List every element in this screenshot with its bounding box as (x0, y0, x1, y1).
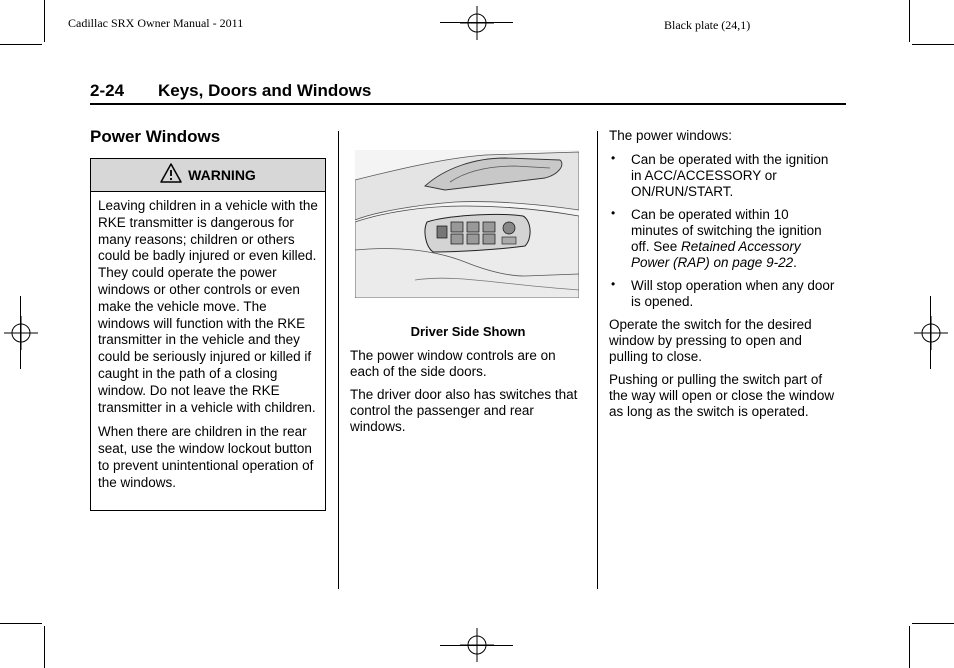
section-title: Keys, Doors and Windows (158, 81, 372, 100)
column-divider (597, 131, 598, 589)
crop-mark (909, 0, 910, 42)
crop-mark (44, 626, 45, 668)
registration-mark-right (914, 316, 948, 350)
section-number: 2-24 (90, 81, 125, 100)
warning-header (91, 159, 325, 192)
column-3-text (609, 128, 835, 427)
column-2-text (350, 348, 586, 442)
warning-paragraph: Leaving children in a vehicle with the RKE transmitter is dangerous for many reasons; children or others could be badly injured or even killed. They could operate the power windows or other controls or even make the vehicle move. The windows will function with the RKE transmitter in the vehicle and they could be seriously injured or killed if caught in the path of a closing window. Do not leave the RKE transmitter in a vehicle with children. (98, 198, 318, 415)
paragraph: The driver door also has switches that control the passenger and rear windows. (350, 387, 578, 434)
crop-mark (909, 626, 910, 668)
warning-paragraph: When there are children in the rear seat, use the window lockout button to prevent unintentional operation of the windows. (98, 424, 314, 490)
crop-mark (930, 296, 931, 369)
section-heading (90, 81, 846, 105)
warning-icon (160, 163, 182, 188)
document-title: Cadillac SRX Owner Manual - 2011 (68, 16, 244, 30)
crop-mark (440, 22, 513, 23)
bullet-icon: • (611, 206, 616, 220)
crop-mark (912, 44, 954, 45)
cross-reference-link[interactable]: Retained Accessory Power (RAP) on page 9-22 (631, 239, 801, 270)
plate-label: Black plate (24,1) (664, 18, 751, 32)
bullet-icon: • (611, 151, 616, 165)
list-item: • Can be operated within 10 minutes of switching the ignition off. See Retained Accessory Power (RAP) on page 9-22. (611, 206, 822, 270)
column-divider (338, 131, 339, 589)
warning-body (91, 192, 325, 492)
bullet-icon: • (611, 277, 616, 291)
registration-mark-left (4, 316, 38, 350)
paragraph: Pushing or pulling the switch part of the way will open or close the window as long as the switch is operated. (609, 372, 835, 419)
door-switch-illustration (355, 150, 579, 298)
crop-mark (0, 623, 42, 624)
registration-mark-top (460, 6, 494, 40)
crop-mark (20, 296, 21, 369)
page-title: Power Windows (90, 127, 221, 146)
intro-text: The power windows: (609, 128, 733, 143)
figure-caption: Driver Side Shown (410, 324, 526, 339)
warning-box (90, 158, 326, 511)
warning-label: WARNING (188, 167, 256, 183)
paragraph: The power window controls are on each of the side doors. (350, 348, 556, 379)
list-item: • Will stop operation when any door is opened. (611, 277, 835, 309)
paragraph: Operate the switch for the desired window by pressing to open and pulling to close. (609, 317, 812, 364)
crop-mark (44, 0, 45, 42)
crop-mark (912, 623, 954, 624)
crop-mark (0, 44, 42, 45)
bullet-list (609, 152, 835, 310)
list-item: • Can be operated with the ignition in ACC/ACCESSORY or ON/RUN/START. (611, 151, 829, 199)
crop-mark (440, 645, 513, 646)
